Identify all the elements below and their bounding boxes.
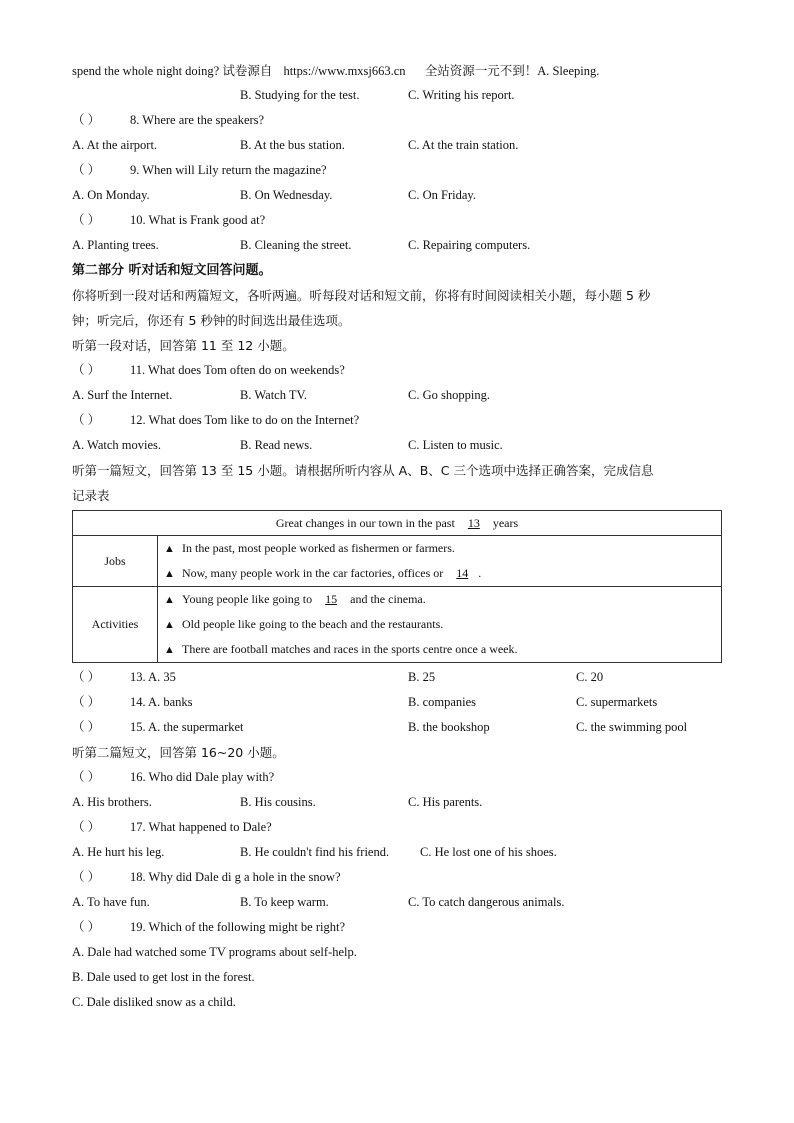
source-url[interactable]: https://www.mxsj663.cn bbox=[283, 64, 406, 78]
option-c: C. Go shopping. bbox=[408, 388, 490, 402]
option-c: C. To catch dangerous animals. bbox=[408, 895, 565, 909]
activities-item-3 bbox=[164, 637, 715, 662]
option-a: A. Planting trees. bbox=[72, 238, 159, 252]
triangle-bullet-icon: ▲ bbox=[164, 644, 175, 656]
question-9 bbox=[72, 158, 722, 183]
option-b: B. Watch TV. bbox=[240, 388, 308, 402]
question-text: 11. What does Tom often do on weekends? bbox=[130, 363, 345, 377]
question-9-options bbox=[72, 183, 722, 208]
promo-text: 全站资源一元不到！ bbox=[424, 63, 538, 78]
triangle-bullet-icon: ▲ bbox=[164, 543, 175, 555]
question-text: 18. Why did Dale di g a hole in the snow? bbox=[130, 870, 341, 884]
question-18-options bbox=[72, 890, 722, 915]
option-b: B. the bookshop bbox=[408, 720, 490, 734]
option-c: C. His parents. bbox=[408, 795, 483, 809]
question-17 bbox=[72, 815, 722, 840]
question-16-options bbox=[72, 790, 722, 815]
answer-paren: （ ） bbox=[72, 770, 101, 784]
option-b: B. Read news. bbox=[240, 438, 313, 452]
question-8-options bbox=[72, 133, 722, 158]
triangle-bullet-icon: ▲ bbox=[164, 594, 175, 606]
answer-paren: （ ） bbox=[72, 213, 101, 227]
question-8 bbox=[72, 108, 722, 133]
triangle-bullet-icon: ▲ bbox=[164, 568, 175, 580]
jobs-item-2 bbox=[164, 561, 715, 586]
option-b: B. companies bbox=[408, 695, 477, 709]
part-2-heading: 第二部分 听对话和短文回答问题。 bbox=[72, 263, 272, 278]
option-a: A. Watch movies. bbox=[72, 438, 162, 452]
option-c: C. the swimming pool bbox=[576, 720, 688, 734]
activities-item-1-end: and the cinema. bbox=[350, 592, 426, 606]
blank-15: 15 bbox=[325, 592, 338, 606]
option-c: C. He lost one of his shoes. bbox=[420, 845, 557, 859]
activities-item-1 bbox=[164, 587, 715, 612]
jobs-item-2-text: Now, many people work in the car factories, offices or bbox=[182, 566, 444, 580]
answer-paren: （ ） bbox=[72, 363, 101, 377]
question-10-options bbox=[72, 233, 722, 258]
question-12-options bbox=[72, 433, 722, 458]
option-b: B. Cleaning the street. bbox=[240, 238, 352, 252]
question-19 bbox=[72, 915, 722, 940]
option-a: A. His brothers. bbox=[72, 795, 152, 809]
question-19-option-a: A. Dale had watched some TV programs about self-help. bbox=[72, 945, 357, 959]
blank-14: 14 bbox=[456, 566, 469, 580]
option-b: B. 25 bbox=[408, 670, 436, 684]
jobs-cell bbox=[158, 536, 722, 587]
option-b: B. At the bus station. bbox=[240, 138, 345, 152]
question-10 bbox=[72, 208, 722, 233]
section-1-instruction: 听第一段对话，回答第 11 至 12 小题。 bbox=[72, 338, 295, 353]
question-18 bbox=[72, 865, 722, 890]
exam-page bbox=[72, 58, 722, 1015]
question-7-text: spend the whole night doing? 试卷源自 bbox=[72, 64, 273, 78]
table-header bbox=[73, 511, 722, 536]
answer-paren: （ ） bbox=[72, 695, 101, 709]
question-11-options bbox=[72, 383, 722, 408]
option-c: C. supermarkets bbox=[576, 695, 658, 709]
question-text: 10. What is Frank good at? bbox=[130, 213, 266, 227]
option-c: C. Listen to music. bbox=[408, 438, 503, 452]
option-7c: C. Writing his report. bbox=[408, 88, 515, 102]
question-text: 13. A. 35 bbox=[130, 670, 176, 684]
jobs-item-1 bbox=[164, 536, 715, 561]
question-19-option-b: B. Dale used to get lost in the forest. bbox=[72, 970, 255, 984]
activities-item-3-text: There are football matches and races in the sports centre once a week. bbox=[182, 642, 518, 656]
question-text: 9. When will Lily return the magazine? bbox=[130, 163, 327, 177]
answer-paren: （ ） bbox=[72, 163, 101, 177]
table-header-unit: years bbox=[492, 515, 519, 530]
answer-paren: （ ） bbox=[72, 820, 101, 834]
answer-paren: （ ） bbox=[72, 870, 101, 884]
option-a: A. Surf the Internet. bbox=[72, 388, 173, 402]
question-text: 16. Who did Dale play with? bbox=[130, 770, 275, 784]
question-17-options bbox=[72, 840, 722, 865]
question-text: 12. What does Tom like to do on the Internet? bbox=[130, 413, 360, 427]
question-19-option-c: C. Dale disliked snow as a child. bbox=[72, 995, 236, 1009]
part-2-intro-line-1: 你将听到一段对话和两篇短文，各听两遍。听每段对话和短文前，你将有时间阅读相关小题，每小题 5 秒 bbox=[72, 288, 651, 303]
activities-item-2-text: Old people like going to the beach and the restaurants. bbox=[182, 617, 444, 631]
answer-paren: （ ） bbox=[72, 113, 101, 127]
question-text: 8. Where are the speakers? bbox=[130, 113, 265, 127]
question-text: 15. A. the supermarket bbox=[130, 720, 244, 734]
triangle-bullet-icon: ▲ bbox=[164, 619, 175, 631]
table-header-text: Great changes in our town in the past bbox=[275, 515, 455, 530]
question-13 bbox=[72, 665, 722, 690]
question-text: 19. Which of the following might be right? bbox=[130, 920, 346, 934]
question-14 bbox=[72, 690, 722, 715]
activities-item-2 bbox=[164, 612, 715, 637]
option-c: C. Repairing computers. bbox=[408, 238, 531, 252]
answer-paren: （ ） bbox=[72, 413, 101, 427]
answer-paren: （ ） bbox=[72, 920, 101, 934]
option-7a: A. Sleeping. bbox=[537, 64, 600, 78]
option-a: A. To have fun. bbox=[72, 895, 150, 909]
question-text: 14. A. banks bbox=[130, 695, 193, 709]
activities-item-1-text: Young people like going to bbox=[182, 592, 313, 606]
jobs-item-1-text: In the past, most people worked as fishermen or farmers. bbox=[182, 541, 455, 555]
question-text: 17. What happened to Dale? bbox=[130, 820, 272, 834]
option-c: C. 20 bbox=[576, 670, 604, 684]
option-b: B. He couldn't find his friend. bbox=[240, 845, 390, 859]
activities-label: Activities bbox=[73, 587, 158, 663]
part-2-intro-line-2: 钟；听完后，你还有 5 秒钟的时间选出最佳选项。 bbox=[72, 313, 351, 328]
question-7-continuation bbox=[72, 58, 722, 83]
question-16 bbox=[72, 765, 722, 790]
option-a: A. He hurt his leg. bbox=[72, 845, 165, 859]
option-b: B. On Wednesday. bbox=[240, 188, 333, 202]
option-b: B. To keep warm. bbox=[240, 895, 329, 909]
blank-13: 13 bbox=[467, 515, 480, 530]
question-11 bbox=[72, 358, 722, 383]
jobs-label: Jobs bbox=[73, 536, 158, 587]
option-b: B. His cousins. bbox=[240, 795, 316, 809]
answer-paren: （ ） bbox=[72, 670, 101, 684]
section-3-instruction: 听第二篇短文，回答第 16~20 小题。 bbox=[72, 745, 285, 760]
activities-cell bbox=[158, 587, 722, 663]
option-c: C. At the train station. bbox=[408, 138, 519, 152]
option-a: A. At the airport. bbox=[72, 138, 158, 152]
option-c: C. On Friday. bbox=[408, 188, 476, 202]
option-7b: B. Studying for the test. bbox=[240, 88, 360, 102]
answer-paren: （ ） bbox=[72, 720, 101, 734]
jobs-item-2-end: . bbox=[478, 566, 482, 580]
question-7-options bbox=[72, 83, 722, 108]
info-record-table bbox=[72, 510, 722, 663]
section-2-instruction-line-1: 听第一篇短文，回答第 13 至 15 小题。请根据所听内容从 A、B、C 三个选项中选择正确答案，完成信息 bbox=[72, 463, 654, 478]
question-12 bbox=[72, 408, 722, 433]
question-15 bbox=[72, 715, 722, 740]
section-2-instruction-line-2: 记录表 bbox=[72, 488, 110, 503]
option-a: A. On Monday. bbox=[72, 188, 150, 202]
